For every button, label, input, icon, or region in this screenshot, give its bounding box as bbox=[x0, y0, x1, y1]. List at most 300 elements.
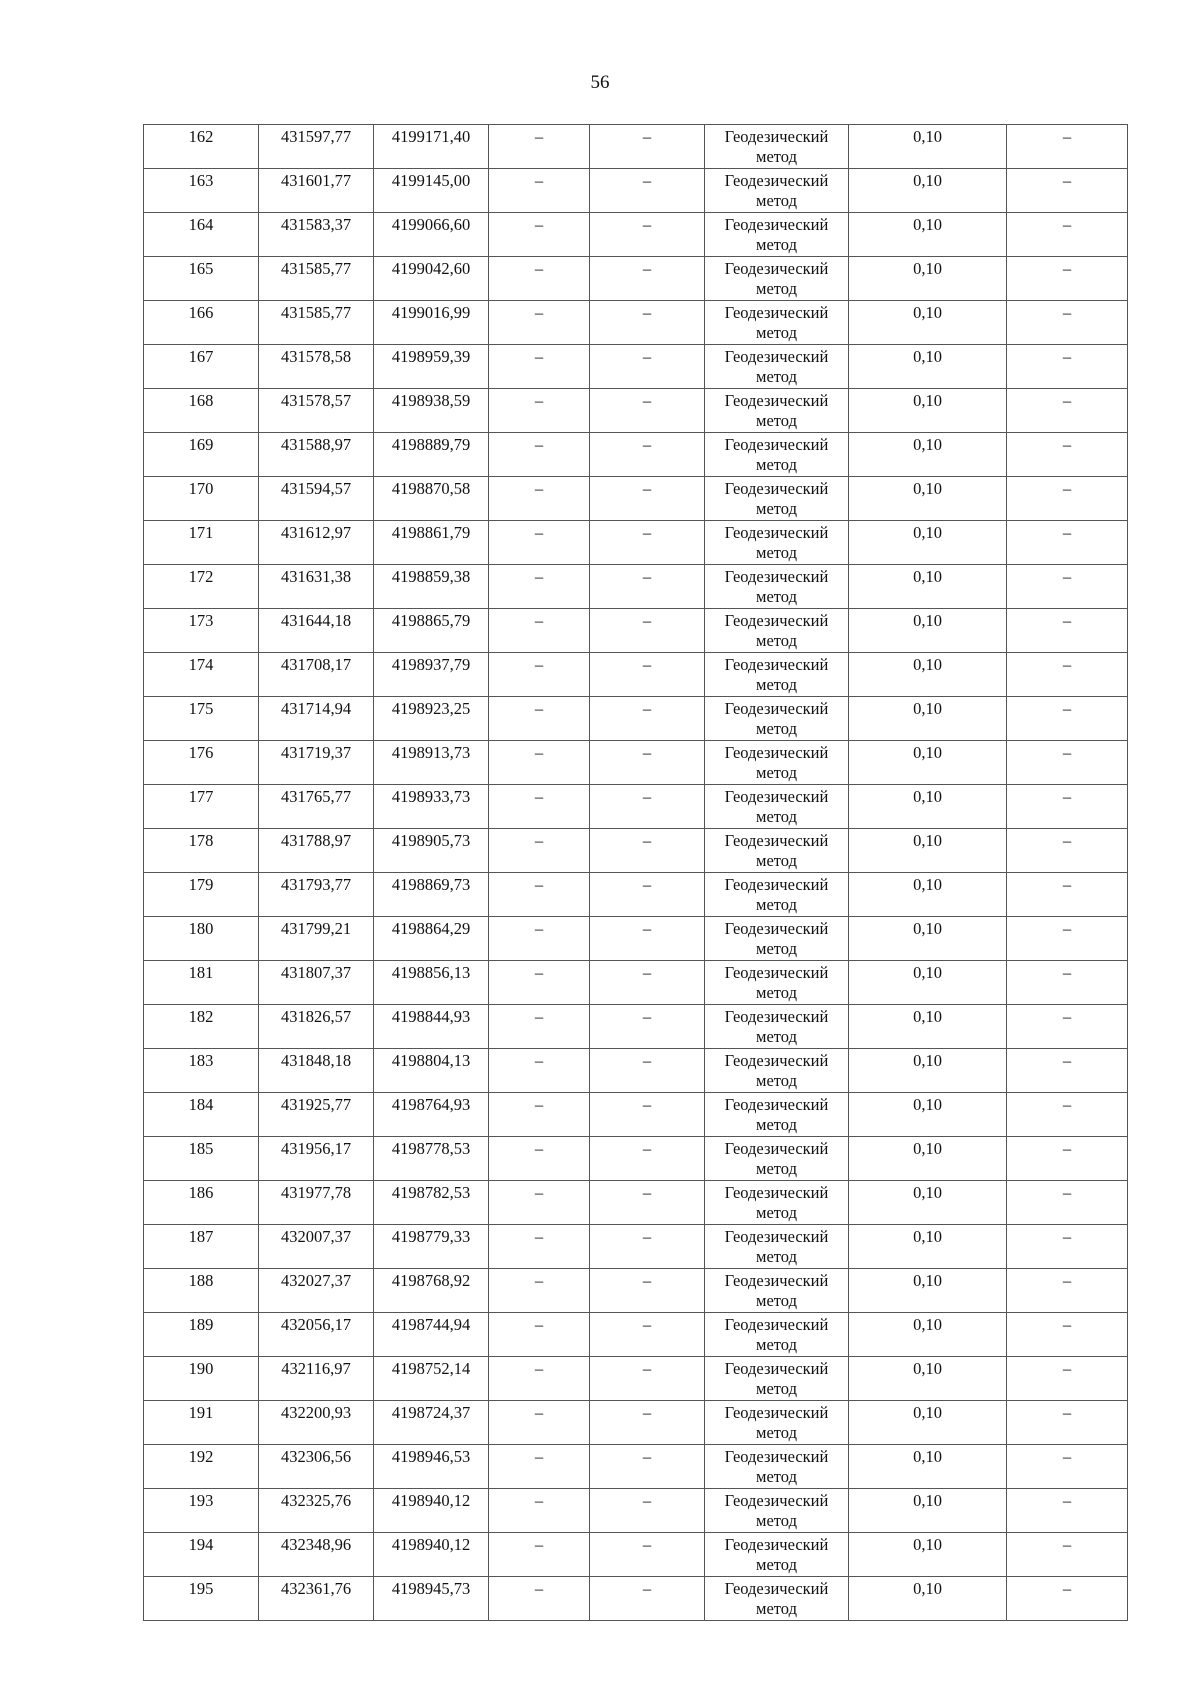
method-cell bbox=[705, 1269, 849, 1313]
method-cell bbox=[705, 1225, 849, 1269]
x-coordinate-cell: 431612,97 bbox=[259, 521, 374, 565]
x-coordinate-cell: 431588,97 bbox=[259, 433, 374, 477]
y-coordinate-cell: 4198889,79 bbox=[374, 433, 489, 477]
point-number-cell: 187 bbox=[144, 1225, 259, 1269]
method-cell bbox=[705, 257, 849, 301]
point-number-cell: 162 bbox=[144, 125, 259, 169]
y-coordinate-cell: 4198768,92 bbox=[374, 1269, 489, 1313]
x-coordinate-cell: 431631,38 bbox=[259, 565, 374, 609]
method-line-1: Геодезический bbox=[724, 1095, 829, 1114]
method-line-2: метод bbox=[756, 763, 797, 782]
y-coordinate-cell: 4198804,13 bbox=[374, 1049, 489, 1093]
y-coordinate-cell: 4198856,13 bbox=[374, 961, 489, 1005]
method-line-1: Геодезический bbox=[724, 699, 829, 718]
method-line-1: Геодезический bbox=[724, 1315, 829, 1334]
method-line-2: метод bbox=[756, 1467, 797, 1486]
point-number-cell: 195 bbox=[144, 1577, 259, 1621]
method-cell bbox=[705, 1357, 849, 1401]
method-cell bbox=[705, 169, 849, 213]
method-cell bbox=[705, 433, 849, 477]
method-line-1: Геодезический bbox=[724, 787, 829, 806]
method-line-2: метод bbox=[756, 895, 797, 914]
method-line-2: метод bbox=[756, 1247, 797, 1266]
dash-cell: – bbox=[590, 1445, 705, 1489]
point-number-cell: 180 bbox=[144, 917, 259, 961]
point-number-cell: 193 bbox=[144, 1489, 259, 1533]
method-line-2: метод bbox=[756, 1071, 797, 1090]
dash-cell: – bbox=[590, 169, 705, 213]
dash-cell: – bbox=[590, 257, 705, 301]
dash-cell: – bbox=[1007, 1489, 1128, 1533]
method-line-2: метод bbox=[756, 1555, 797, 1574]
method-line-2: метод bbox=[756, 1159, 797, 1178]
accuracy-cell: 0,10 bbox=[849, 433, 1007, 477]
method-cell bbox=[705, 301, 849, 345]
x-coordinate-cell: 432325,76 bbox=[259, 1489, 374, 1533]
method-line-2: метод bbox=[756, 1203, 797, 1222]
accuracy-cell: 0,10 bbox=[849, 1137, 1007, 1181]
method-line-2: метод bbox=[756, 1379, 797, 1398]
method-line-2: метод bbox=[756, 939, 797, 958]
point-number-cell: 188 bbox=[144, 1269, 259, 1313]
method-cell bbox=[705, 1313, 849, 1357]
dash-cell: – bbox=[489, 1269, 590, 1313]
method-cell bbox=[705, 1577, 849, 1621]
accuracy-cell: 0,10 bbox=[849, 961, 1007, 1005]
method-line-1: Геодезический bbox=[724, 171, 829, 190]
accuracy-cell: 0,10 bbox=[849, 565, 1007, 609]
x-coordinate-cell: 431597,77 bbox=[259, 125, 374, 169]
y-coordinate-cell: 4198940,12 bbox=[374, 1489, 489, 1533]
method-line-1: Геодезический bbox=[724, 1227, 829, 1246]
table-row bbox=[144, 301, 1128, 345]
method-line-2: метод bbox=[756, 1027, 797, 1046]
dash-cell: – bbox=[1007, 213, 1128, 257]
dash-cell: – bbox=[1007, 1049, 1128, 1093]
method-cell bbox=[705, 345, 849, 389]
accuracy-cell: 0,10 bbox=[849, 1093, 1007, 1137]
method-line-1: Геодезический bbox=[724, 215, 829, 234]
dash-cell: – bbox=[1007, 917, 1128, 961]
dash-cell: – bbox=[489, 785, 590, 829]
y-coordinate-cell: 4198752,14 bbox=[374, 1357, 489, 1401]
method-line-1: Геодезический bbox=[724, 919, 829, 938]
accuracy-cell: 0,10 bbox=[849, 1049, 1007, 1093]
accuracy-cell: 0,10 bbox=[849, 1005, 1007, 1049]
accuracy-cell: 0,10 bbox=[849, 1269, 1007, 1313]
dash-cell: – bbox=[1007, 565, 1128, 609]
point-number-cell: 165 bbox=[144, 257, 259, 301]
x-coordinate-cell: 432306,56 bbox=[259, 1445, 374, 1489]
accuracy-cell: 0,10 bbox=[849, 1577, 1007, 1621]
method-cell bbox=[705, 961, 849, 1005]
table-row bbox=[144, 257, 1128, 301]
dash-cell: – bbox=[489, 433, 590, 477]
accuracy-cell: 0,10 bbox=[849, 1357, 1007, 1401]
dash-cell: – bbox=[590, 1269, 705, 1313]
dash-cell: – bbox=[489, 1137, 590, 1181]
dash-cell: – bbox=[1007, 1181, 1128, 1225]
table-row bbox=[144, 873, 1128, 917]
dash-cell: – bbox=[590, 213, 705, 257]
dash-cell: – bbox=[489, 829, 590, 873]
method-cell bbox=[705, 741, 849, 785]
table-row bbox=[144, 1181, 1128, 1225]
point-number-cell: 168 bbox=[144, 389, 259, 433]
dash-cell: – bbox=[590, 301, 705, 345]
dash-cell: – bbox=[489, 565, 590, 609]
point-number-cell: 163 bbox=[144, 169, 259, 213]
method-line-2: метод bbox=[756, 147, 797, 166]
dash-cell: – bbox=[489, 125, 590, 169]
point-number-cell: 178 bbox=[144, 829, 259, 873]
dash-cell: – bbox=[489, 1225, 590, 1269]
method-line-2: метод bbox=[756, 235, 797, 254]
point-number-cell: 185 bbox=[144, 1137, 259, 1181]
dash-cell: – bbox=[489, 741, 590, 785]
accuracy-cell: 0,10 bbox=[849, 169, 1007, 213]
table-row bbox=[144, 1225, 1128, 1269]
method-cell bbox=[705, 565, 849, 609]
dash-cell: – bbox=[1007, 1357, 1128, 1401]
x-coordinate-cell: 431788,97 bbox=[259, 829, 374, 873]
dash-cell: – bbox=[489, 1313, 590, 1357]
y-coordinate-cell: 4198844,93 bbox=[374, 1005, 489, 1049]
accuracy-cell: 0,10 bbox=[849, 829, 1007, 873]
method-line-1: Геодезический bbox=[724, 1579, 829, 1598]
table-row bbox=[144, 697, 1128, 741]
point-number-cell: 191 bbox=[144, 1401, 259, 1445]
accuracy-cell: 0,10 bbox=[849, 1181, 1007, 1225]
dash-cell: – bbox=[489, 697, 590, 741]
method-line-1: Геодезический bbox=[724, 655, 829, 674]
method-line-1: Геодезический bbox=[724, 303, 829, 322]
x-coordinate-cell: 431793,77 bbox=[259, 873, 374, 917]
dash-cell: – bbox=[489, 1489, 590, 1533]
dash-cell: – bbox=[489, 1445, 590, 1489]
x-coordinate-cell: 432027,37 bbox=[259, 1269, 374, 1313]
x-coordinate-cell: 431714,94 bbox=[259, 697, 374, 741]
point-number-cell: 170 bbox=[144, 477, 259, 521]
dash-cell: – bbox=[1007, 1533, 1128, 1577]
method-line-2: метод bbox=[756, 587, 797, 606]
method-line-2: метод bbox=[756, 411, 797, 430]
y-coordinate-cell: 4198938,59 bbox=[374, 389, 489, 433]
method-line-2: метод bbox=[756, 675, 797, 694]
x-coordinate-cell: 432348,96 bbox=[259, 1533, 374, 1577]
method-line-2: метод bbox=[756, 1115, 797, 1134]
method-line-1: Геодезический bbox=[724, 435, 829, 454]
method-line-1: Геодезический bbox=[724, 1359, 829, 1378]
method-line-2: метод bbox=[756, 499, 797, 518]
table-row bbox=[144, 609, 1128, 653]
dash-cell: – bbox=[489, 917, 590, 961]
accuracy-cell: 0,10 bbox=[849, 389, 1007, 433]
table-row bbox=[144, 829, 1128, 873]
dash-cell: – bbox=[1007, 1313, 1128, 1357]
method-cell bbox=[705, 521, 849, 565]
method-line-2: метод bbox=[756, 807, 797, 826]
x-coordinate-cell: 431601,77 bbox=[259, 169, 374, 213]
dash-cell: – bbox=[1007, 1269, 1128, 1313]
method-cell bbox=[705, 917, 849, 961]
method-line-2: метод bbox=[756, 1599, 797, 1618]
method-line-1: Геодезический bbox=[724, 1271, 829, 1290]
table-row bbox=[144, 1005, 1128, 1049]
dash-cell: – bbox=[1007, 1137, 1128, 1181]
method-cell bbox=[705, 1401, 849, 1445]
x-coordinate-cell: 431799,21 bbox=[259, 917, 374, 961]
dash-cell: – bbox=[489, 521, 590, 565]
x-coordinate-cell: 431956,17 bbox=[259, 1137, 374, 1181]
point-number-cell: 194 bbox=[144, 1533, 259, 1577]
method-line-1: Геодезический bbox=[724, 391, 829, 410]
method-line-1: Геодезический bbox=[724, 1139, 829, 1158]
point-number-cell: 176 bbox=[144, 741, 259, 785]
method-line-1: Геодезический bbox=[724, 611, 829, 630]
table-row bbox=[144, 1093, 1128, 1137]
table-row bbox=[144, 125, 1128, 169]
table-row bbox=[144, 653, 1128, 697]
method-cell bbox=[705, 1093, 849, 1137]
method-cell bbox=[705, 653, 849, 697]
y-coordinate-cell: 4198779,33 bbox=[374, 1225, 489, 1269]
method-line-2: метод bbox=[756, 983, 797, 1002]
accuracy-cell: 0,10 bbox=[849, 477, 1007, 521]
coordinates-table bbox=[143, 124, 1128, 1621]
method-line-1: Геодезический bbox=[724, 831, 829, 850]
x-coordinate-cell: 432056,17 bbox=[259, 1313, 374, 1357]
dash-cell: – bbox=[1007, 1401, 1128, 1445]
method-line-1: Геодезический bbox=[724, 1535, 829, 1554]
method-line-1: Геодезический bbox=[724, 875, 829, 894]
table-row bbox=[144, 477, 1128, 521]
method-cell bbox=[705, 125, 849, 169]
y-coordinate-cell: 4198744,94 bbox=[374, 1313, 489, 1357]
table-row bbox=[144, 1049, 1128, 1093]
table-row bbox=[144, 213, 1128, 257]
accuracy-cell: 0,10 bbox=[849, 1401, 1007, 1445]
y-coordinate-cell: 4198946,53 bbox=[374, 1445, 489, 1489]
y-coordinate-cell: 4198905,73 bbox=[374, 829, 489, 873]
accuracy-cell: 0,10 bbox=[849, 741, 1007, 785]
accuracy-cell: 0,10 bbox=[849, 301, 1007, 345]
table-body bbox=[144, 125, 1128, 1621]
method-cell bbox=[705, 829, 849, 873]
y-coordinate-cell: 4198778,53 bbox=[374, 1137, 489, 1181]
dash-cell: – bbox=[1007, 389, 1128, 433]
dash-cell: – bbox=[489, 169, 590, 213]
dash-cell: – bbox=[590, 873, 705, 917]
accuracy-cell: 0,10 bbox=[849, 697, 1007, 741]
method-line-2: метод bbox=[756, 1335, 797, 1354]
x-coordinate-cell: 432361,76 bbox=[259, 1577, 374, 1621]
dash-cell: – bbox=[590, 1489, 705, 1533]
y-coordinate-cell: 4198764,93 bbox=[374, 1093, 489, 1137]
table-row bbox=[144, 1533, 1128, 1577]
method-cell bbox=[705, 873, 849, 917]
dash-cell: – bbox=[590, 1137, 705, 1181]
dash-cell: – bbox=[1007, 961, 1128, 1005]
point-number-cell: 189 bbox=[144, 1313, 259, 1357]
dash-cell: – bbox=[1007, 1005, 1128, 1049]
dash-cell: – bbox=[489, 1181, 590, 1225]
accuracy-cell: 0,10 bbox=[849, 1225, 1007, 1269]
x-coordinate-cell: 431578,58 bbox=[259, 345, 374, 389]
accuracy-cell: 0,10 bbox=[849, 1313, 1007, 1357]
dash-cell: – bbox=[489, 961, 590, 1005]
dash-cell: – bbox=[1007, 125, 1128, 169]
method-cell bbox=[705, 477, 849, 521]
method-line-2: метод bbox=[756, 367, 797, 386]
method-line-1: Геодезический bbox=[724, 479, 829, 498]
method-line-2: метод bbox=[756, 543, 797, 562]
dash-cell: – bbox=[590, 565, 705, 609]
dash-cell: – bbox=[590, 1005, 705, 1049]
method-line-1: Геодезический bbox=[724, 1183, 829, 1202]
dash-cell: – bbox=[489, 1577, 590, 1621]
dash-cell: – bbox=[1007, 1445, 1128, 1489]
dash-cell: – bbox=[489, 257, 590, 301]
dash-cell: – bbox=[590, 785, 705, 829]
dash-cell: – bbox=[590, 1357, 705, 1401]
table-row bbox=[144, 1577, 1128, 1621]
y-coordinate-cell: 4198913,73 bbox=[374, 741, 489, 785]
method-line-1: Геодезический bbox=[724, 567, 829, 586]
accuracy-cell: 0,10 bbox=[849, 345, 1007, 389]
point-number-cell: 166 bbox=[144, 301, 259, 345]
dash-cell: – bbox=[489, 873, 590, 917]
table-row bbox=[144, 917, 1128, 961]
y-coordinate-cell: 4199145,00 bbox=[374, 169, 489, 213]
method-line-2: метод bbox=[756, 1291, 797, 1310]
accuracy-cell: 0,10 bbox=[849, 609, 1007, 653]
y-coordinate-cell: 4199042,60 bbox=[374, 257, 489, 301]
table-row bbox=[144, 521, 1128, 565]
method-line-1: Геодезический bbox=[724, 963, 829, 982]
accuracy-cell: 0,10 bbox=[849, 917, 1007, 961]
dash-cell: – bbox=[1007, 257, 1128, 301]
method-line-2: метод bbox=[756, 1511, 797, 1530]
method-line-2: метод bbox=[756, 279, 797, 298]
page-number: 56 bbox=[590, 72, 610, 93]
method-line-1: Геодезический bbox=[724, 1491, 829, 1510]
method-cell bbox=[705, 1137, 849, 1181]
point-number-cell: 179 bbox=[144, 873, 259, 917]
method-line-1: Геодезический bbox=[724, 1051, 829, 1070]
method-line-2: метод bbox=[756, 1423, 797, 1442]
x-coordinate-cell: 432007,37 bbox=[259, 1225, 374, 1269]
dash-cell: – bbox=[590, 829, 705, 873]
dash-cell: – bbox=[1007, 477, 1128, 521]
y-coordinate-cell: 4198945,73 bbox=[374, 1577, 489, 1621]
dash-cell: – bbox=[590, 609, 705, 653]
dash-cell: – bbox=[489, 477, 590, 521]
y-coordinate-cell: 4198864,29 bbox=[374, 917, 489, 961]
x-coordinate-cell: 431765,77 bbox=[259, 785, 374, 829]
accuracy-cell: 0,10 bbox=[849, 1489, 1007, 1533]
point-number-cell: 192 bbox=[144, 1445, 259, 1489]
accuracy-cell: 0,10 bbox=[849, 653, 1007, 697]
method-line-1: Геодезический bbox=[724, 347, 829, 366]
dash-cell: – bbox=[489, 653, 590, 697]
point-number-cell: 190 bbox=[144, 1357, 259, 1401]
method-line-2: метод bbox=[756, 191, 797, 210]
point-number-cell: 172 bbox=[144, 565, 259, 609]
accuracy-cell: 0,10 bbox=[849, 213, 1007, 257]
dash-cell: – bbox=[489, 609, 590, 653]
point-number-cell: 181 bbox=[144, 961, 259, 1005]
method-cell bbox=[705, 785, 849, 829]
point-number-cell: 182 bbox=[144, 1005, 259, 1049]
y-coordinate-cell: 4198870,58 bbox=[374, 477, 489, 521]
dash-cell: – bbox=[489, 213, 590, 257]
y-coordinate-cell: 4198861,79 bbox=[374, 521, 489, 565]
method-cell bbox=[705, 213, 849, 257]
table-row bbox=[144, 1137, 1128, 1181]
accuracy-cell: 0,10 bbox=[849, 785, 1007, 829]
point-number-cell: 184 bbox=[144, 1093, 259, 1137]
table-row bbox=[144, 961, 1128, 1005]
dash-cell: – bbox=[489, 1533, 590, 1577]
dash-cell: – bbox=[590, 433, 705, 477]
method-line-1: Геодезический bbox=[724, 1447, 829, 1466]
table-row bbox=[144, 1401, 1128, 1445]
method-line-1: Геодезический bbox=[724, 1403, 829, 1422]
method-line-1: Геодезический bbox=[724, 127, 829, 146]
accuracy-cell: 0,10 bbox=[849, 873, 1007, 917]
x-coordinate-cell: 431925,77 bbox=[259, 1093, 374, 1137]
point-number-cell: 186 bbox=[144, 1181, 259, 1225]
x-coordinate-cell: 431977,78 bbox=[259, 1181, 374, 1225]
dash-cell: – bbox=[590, 125, 705, 169]
y-coordinate-cell: 4198937,79 bbox=[374, 653, 489, 697]
method-line-2: метод bbox=[756, 455, 797, 474]
dash-cell: – bbox=[590, 917, 705, 961]
point-number-cell: 164 bbox=[144, 213, 259, 257]
dash-cell: – bbox=[590, 1313, 705, 1357]
y-coordinate-cell: 4198869,73 bbox=[374, 873, 489, 917]
dash-cell: – bbox=[1007, 1225, 1128, 1269]
dash-cell: – bbox=[590, 961, 705, 1005]
y-coordinate-cell: 4198940,12 bbox=[374, 1533, 489, 1577]
point-number-cell: 169 bbox=[144, 433, 259, 477]
point-number-cell: 167 bbox=[144, 345, 259, 389]
x-coordinate-cell: 432116,97 bbox=[259, 1357, 374, 1401]
dash-cell: – bbox=[590, 653, 705, 697]
dash-cell: – bbox=[590, 477, 705, 521]
method-cell bbox=[705, 1489, 849, 1533]
table-row bbox=[144, 1269, 1128, 1313]
table-row bbox=[144, 345, 1128, 389]
dash-cell: – bbox=[489, 389, 590, 433]
method-cell bbox=[705, 1181, 849, 1225]
y-coordinate-cell: 4198724,37 bbox=[374, 1401, 489, 1445]
dash-cell: – bbox=[590, 1181, 705, 1225]
table-row bbox=[144, 1313, 1128, 1357]
point-number-cell: 183 bbox=[144, 1049, 259, 1093]
x-coordinate-cell: 431644,18 bbox=[259, 609, 374, 653]
dash-cell: – bbox=[590, 1049, 705, 1093]
point-number-cell: 171 bbox=[144, 521, 259, 565]
dash-cell: – bbox=[590, 1577, 705, 1621]
y-coordinate-cell: 4198933,73 bbox=[374, 785, 489, 829]
method-line-2: метод bbox=[756, 851, 797, 870]
method-line-1: Геодезический bbox=[724, 1007, 829, 1026]
dash-cell: – bbox=[590, 1093, 705, 1137]
dash-cell: – bbox=[1007, 741, 1128, 785]
y-coordinate-cell: 4198923,25 bbox=[374, 697, 489, 741]
